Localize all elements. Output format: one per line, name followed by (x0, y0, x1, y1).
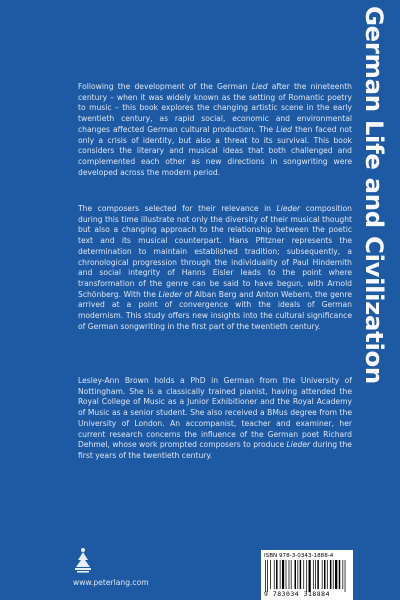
isbn-label: ISBN 978-3-0343-1888-4 (264, 553, 334, 559)
series-title-spine: German Life and Civilization (360, 6, 389, 384)
blurb-paragraph-1: Following the development of the German Lied after the nineteenth century – when it was widely known as the setting of Romantic poetry to music – this book explores the changing artistic scene in the early twentieth century, as rapid social, economic and environmental changes affected German cultural production. The Lied then faced not only a crisis of identity, but also a threat to its survival. This book considers the literary and musical ideas that both challenged and complemented each other as new directions in songwriting were developed across the modern period. (78, 82, 352, 177)
barcode-icon (264, 560, 350, 592)
isbn-barcode-box (261, 550, 353, 600)
author-bio-paragraph: Lesley-Ann Brown holds a PhD in German from the University of Nottingham. She is a classically trained pianist, having attended the Royal College of Music as a Junior Exhibitioner and the Royal Academy of Music as a senior student. She also received a BMus degree from the University of London. An accompanist, teacher and examiner, her current research concerns the influence of the German poet Richard Dehmel, whose work prompted composers to produce Lieder during the first years of the twentieth century. (78, 376, 352, 460)
blurb-paragraph-2: The composers selected for their relevance in Lieder composition during this time illustrate not only the diversity of their musical thought but also a changing approach to the relationship between the poetic text and its musical counterpart. Hans Pfitzner represents the determination to maintain established tradition; subsequently, a chronological progression through the individuality of Paul Hindemith and social integrity of Hanns Eisler leads to the point where transformation of the genre can be said to have begun, with Arnold Schönberg. With the Lieder of Alban Berg and Anton Webern, the genre arrived at a point of convergence with the ideals of German modernism. This study offers new insights into the cultural significance of German songwriting in the first part of the twentieth century. (78, 204, 352, 331)
peter-lang-logo-icon (73, 547, 93, 573)
publisher-url[interactable]: www.peterlang.com (73, 578, 149, 587)
barcode-digits: 9 783034 318884 (264, 590, 330, 598)
